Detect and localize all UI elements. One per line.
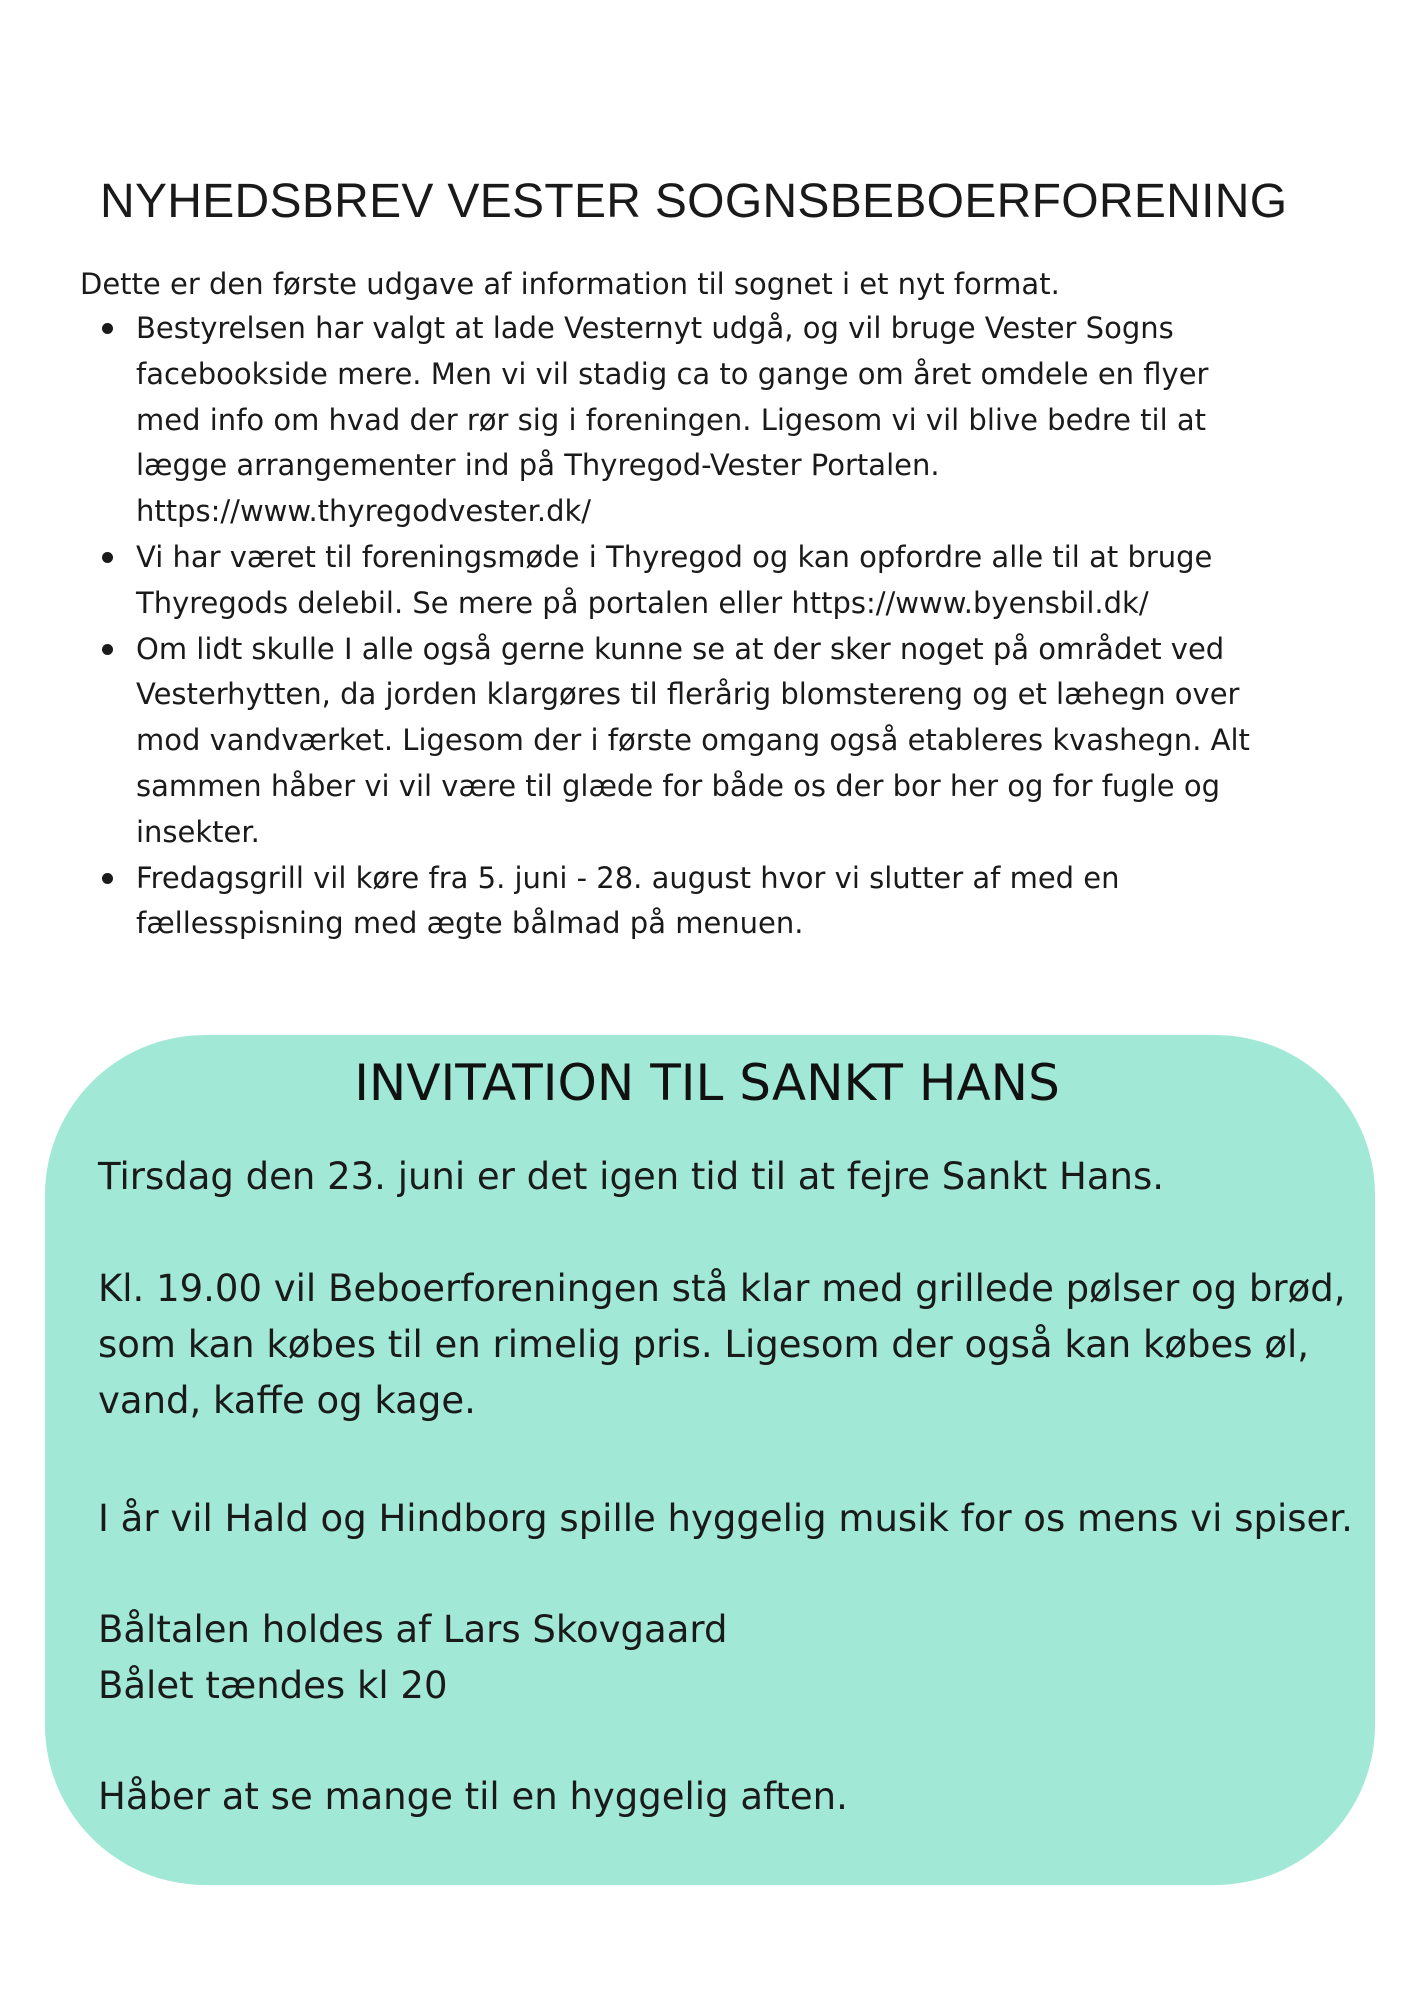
bullet-dot-icon <box>102 873 113 884</box>
bullet-line: Vesterhytten, da jorden klargøres til flerårig blomstereng og et læhegn over <box>136 677 1240 712</box>
bullet-line: Thyregods delebil. Se mere på portalen eller https://www.byensbil.dk/ <box>136 585 1149 620</box>
bullet-line: Fredagsgrill vil køre fra 5. juni - 28. august hvor vi slutter af med en <box>136 860 1120 895</box>
invitation-music-line: I år vil Hald og Hindborg spille hyggelig musik for os mens vi spiser. <box>98 1497 1353 1540</box>
bullet-item-fredagsgrill <box>80 856 1340 948</box>
bullet-line: facebookside mere. Men vi vil stadig ca to gange om året omdele en flyer <box>136 356 1209 391</box>
bullet-line: mod vandværket. Ligesom der i første omgang også etableres kvashegn. Alt <box>136 723 1250 758</box>
bullet-line: Om lidt skulle I alle også gerne kunne se at der sker noget på området ved <box>136 631 1225 666</box>
news-bullet-list <box>80 306 1340 947</box>
intro-paragraph: Dette er den første udgave af information til sognet i et nyt format. <box>80 267 1060 301</box>
invitation-date-line: Tirsdag den 23. juni er det igen tid til at fejre Sankt Hans. <box>98 1155 1165 1198</box>
bullet-line: Vi har været til foreningsmøde i Thyregod og kan opfordre alle til at bruge <box>136 539 1213 574</box>
invitation-closing-line: Håber at se mange til en hyggelig aften. <box>98 1775 848 1818</box>
bullet-line: sammen håber vi vil være til glæde for både os der bor her og for fugle og <box>136 768 1220 803</box>
bullet-line: lægge arrangementer ind på Thyregod-Vester Portalen. <box>136 448 940 483</box>
invitation-title: INVITATION TIL SANKT HANS <box>354 1054 1060 1112</box>
portal-url-text: https://www.thyregodvester.dk/ <box>136 494 592 529</box>
bullet-line: insekter. <box>136 814 260 849</box>
invitation-food-line: som kan købes til en rimelig pris. Ligesom der også kan købes øl, <box>98 1323 1310 1366</box>
bullet-line: Bestyrelsen har valgt at lade Vesternyt udgå, og vil bruge Vester Sogns <box>136 311 1174 345</box>
bullet-dot-icon <box>102 323 113 334</box>
bullet-line: fællesspisning med ægte bålmad på menuen. <box>136 906 804 941</box>
bullet-line: med info om hvad der rør sig i foreningen. Ligesom vi vil blive bedre til at <box>136 402 1207 437</box>
invitation-speech-line: Båltalen holdes af Lars Skovgaard <box>98 1608 728 1651</box>
invitation-food-line: vand, kaffe og kage. <box>98 1379 476 1422</box>
invitation-food-line: Kl. 19.00 vil Beboerforeningen stå klar med grillede pølser og brød, <box>98 1267 1346 1310</box>
bullet-dot-icon <box>102 552 113 563</box>
bullet-item-delebil <box>80 535 1340 627</box>
invitation-food-paragraph <box>98 1261 1346 1429</box>
newsletter-title: NYHEDSBREV VESTER SOGNSBEBOERFORENING <box>100 175 1288 228</box>
invitation-fire-line: Bålet tændes kl 20 <box>98 1664 448 1707</box>
bullet-dot-icon <box>102 644 113 655</box>
bullet-item-vesternyt <box>80 306 1340 535</box>
bullet-item-vesterhytten <box>80 627 1340 856</box>
